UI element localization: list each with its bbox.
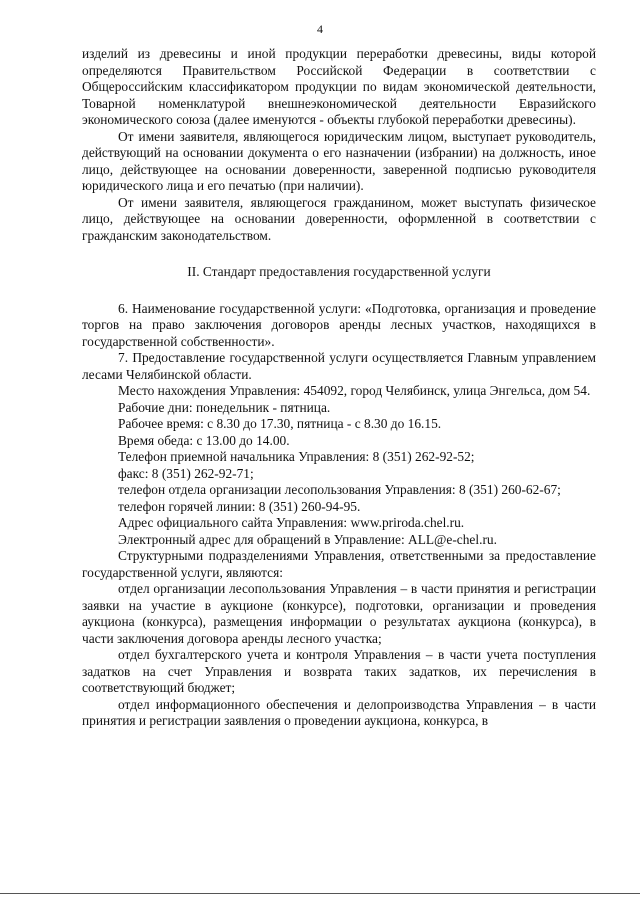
website-address: Адрес официального сайта Управления: www.priroda.chel.ru. — [118, 515, 465, 530]
paragraph-citizen: От имени заявителя, являющегося гражданином, может выступать физическое лицо, действующее на основании доверенности, оформленной в соответствии с гражданским законодательством. — [82, 194, 596, 243]
section-heading: II. Стандарт предоставления государственной услуги — [187, 264, 491, 279]
worktime: Рабочее время: с 8.30 до 17.30, пятница - с 8.30 до 16.15. — [118, 416, 442, 431]
unit-records: отдел информационного обеспечения и делопроизводства Управления – в части принятия и регистрации заявления о проведении аукциона, конкурса, в — [82, 696, 596, 728]
units-intro: Структурными подразделениями Управления, ответственными за предоставление государственной услуги, являются: — [82, 548, 596, 580]
email-address: Электронный адрес для обращений в Управление: ALL@e-chel.ru. — [118, 531, 497, 547]
reception-phone: Телефон приемной начальника Управления: 8 (351) 262-92-52; — [118, 449, 475, 464]
item-7: 7. Предоставление государственной услуги осуществляется Главным управлением лесами Челябинской области. — [82, 350, 596, 382]
fax: факс: 8 (351) 262-92-71; — [118, 465, 254, 481]
page-number: 4 — [317, 22, 323, 36]
unit-forest-use: отдел организации лесопользования Управления – в части принятия и регистрации заявки на участие в аукционе (конкурсе), подготовки, организации и проведения аукциона (конкурса), размещения информации о результатах аукциона (конкурса), в части заключения договора аренды лесного участка; — [82, 581, 596, 646]
document-body — [82, 46, 596, 730]
paragraph-legal-entity: От имени заявителя, являющегося юридическим лицом, выступает руководитель, действующий на основании документа о его назначении (избрании) на должность, иное лицо, действующее на основании доверенности, заверенной подписью руководителя юридического лица и его печатью (при наличии). — [82, 128, 596, 193]
unit-accounting: отдел бухгалтерского учета и контроля Управления – в части учета поступления задатков на счет Управления и возврата таких задатков, их перечисления в соответствующий бюджет; — [82, 647, 596, 695]
lunch-time: Время обеда: с 13.00 до 14.00. — [118, 432, 290, 448]
department-phone: телефон отдела организации лесопользования Управления: 8 (351) 260-62-67; — [118, 482, 561, 497]
workdays: Рабочие дни: понедельник - пятница. — [118, 399, 331, 415]
paragraph-continuation: изделий из древесины и иной продукции переработки древесины, виды которой определяются Правительством Российской Федерации в соответствии с Общероссийским классификатором продукции по видам экономической деятельности, Товарной номенклатурой внешнеэкономической деятельности Евразийского экономического союза (далее именуются - объекты глубокой переработки древесины). — [82, 46, 596, 127]
bottom-edge-line — [0, 893, 640, 894]
location: Место нахождения Управления: 454092, город Челябинск, улица Энгельса, дом 54. — [118, 383, 591, 398]
item-6: 6. Наименование государственной услуги: «Подготовка, организация и проведение торгов на право заключения договоров аренды лесных участков, находящихся в государственной собственности». — [82, 300, 596, 349]
hotline-phone: телефон горячей линии: 8 (351) 260-94-95. — [118, 498, 361, 514]
